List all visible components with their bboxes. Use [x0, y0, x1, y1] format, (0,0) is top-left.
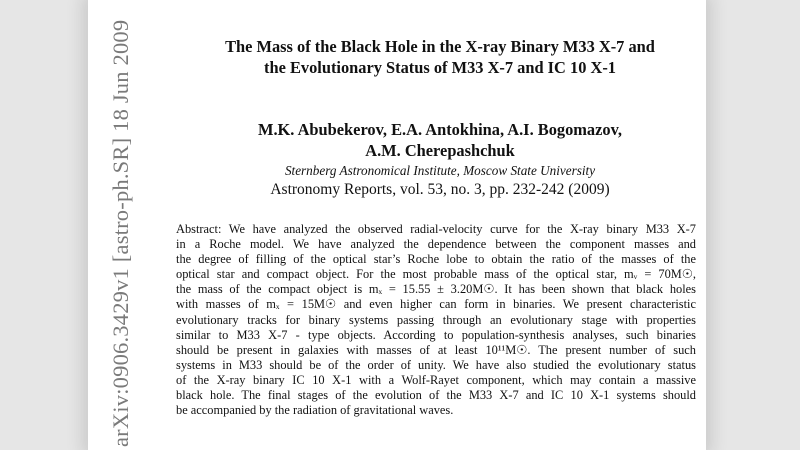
abstract-line: be accompanied by the radiation of gravitational waves. [176, 403, 454, 418]
abstract-line: in a Roche model. We have analyzed the dependence between the component masses and [176, 237, 696, 252]
abstract-line: of the X-ray binary IC 10 X-1 with a Wolf-Rayet component, which may contain a massive [176, 372, 696, 387]
abstract-line: should be present in galaxies with masses of at least 10¹¹M☉. The present number of such [176, 342, 696, 357]
abstract-line: the mass of the compact object is mₓ = 15.55 ± 3.20M☉. It has been shown that black holes [176, 282, 696, 297]
author-list [160, 119, 720, 161]
abstract-line: black hole. The final stages of the evolution of the M33 X-7 and IC 10 X-1 systems should [176, 388, 696, 403]
abstract [176, 222, 696, 418]
paper-title [160, 36, 720, 78]
abstract-line: optical star and compact object. For the most probable mass of the optical star, mᵥ = 70M☉, [176, 267, 696, 282]
abstract-line: the degree of filling of the optical star’s Roche lobe to obtain the ratio of the masses of the [176, 252, 696, 267]
abstract-line: similar to M33 X-7 - type objects. According to population-synthesis analyses, such binaries [176, 327, 696, 342]
abstract-line: systems in M33 should be of the order of unity. We have also studied the evolutionary status [176, 357, 696, 372]
affiliation: Sternberg Astronomical Institute, Moscow State University [284, 163, 596, 178]
arxiv-identifier-sidebar: arXiv:0906.3429v1 [astro-ph.SR] 18 Jun 2009 [108, 19, 133, 447]
paper-title-line-2: the Evolutionary Status of M33 X-7 and IC 10 X-1 [264, 58, 616, 77]
abstract-line: with masses of mₓ = 15M☉ and even higher can form in binaries. We present characteristic [176, 297, 696, 312]
journal-citation: Astronomy Reports, vol. 53, no. 3, pp. 232-242 (2009) [270, 181, 610, 198]
abstract-line: Abstract: We have analyzed the observed radial-velocity curve for the X-ray binary M33 X-7 [176, 222, 696, 236]
author-list-line-2: A.M. Cherepashchuk [365, 141, 515, 160]
author-list-line-1: M.K. Abubekerov, E.A. Antokhina, A.I. Bogomazov, [257, 120, 622, 139]
paper-title-line-1: The Mass of the Black Hole in the X-ray Binary M33 X-7 and [225, 37, 655, 56]
abstract-line: evolutionary tracks for binary systems passing through an evolutionary stage with properties [176, 312, 696, 327]
